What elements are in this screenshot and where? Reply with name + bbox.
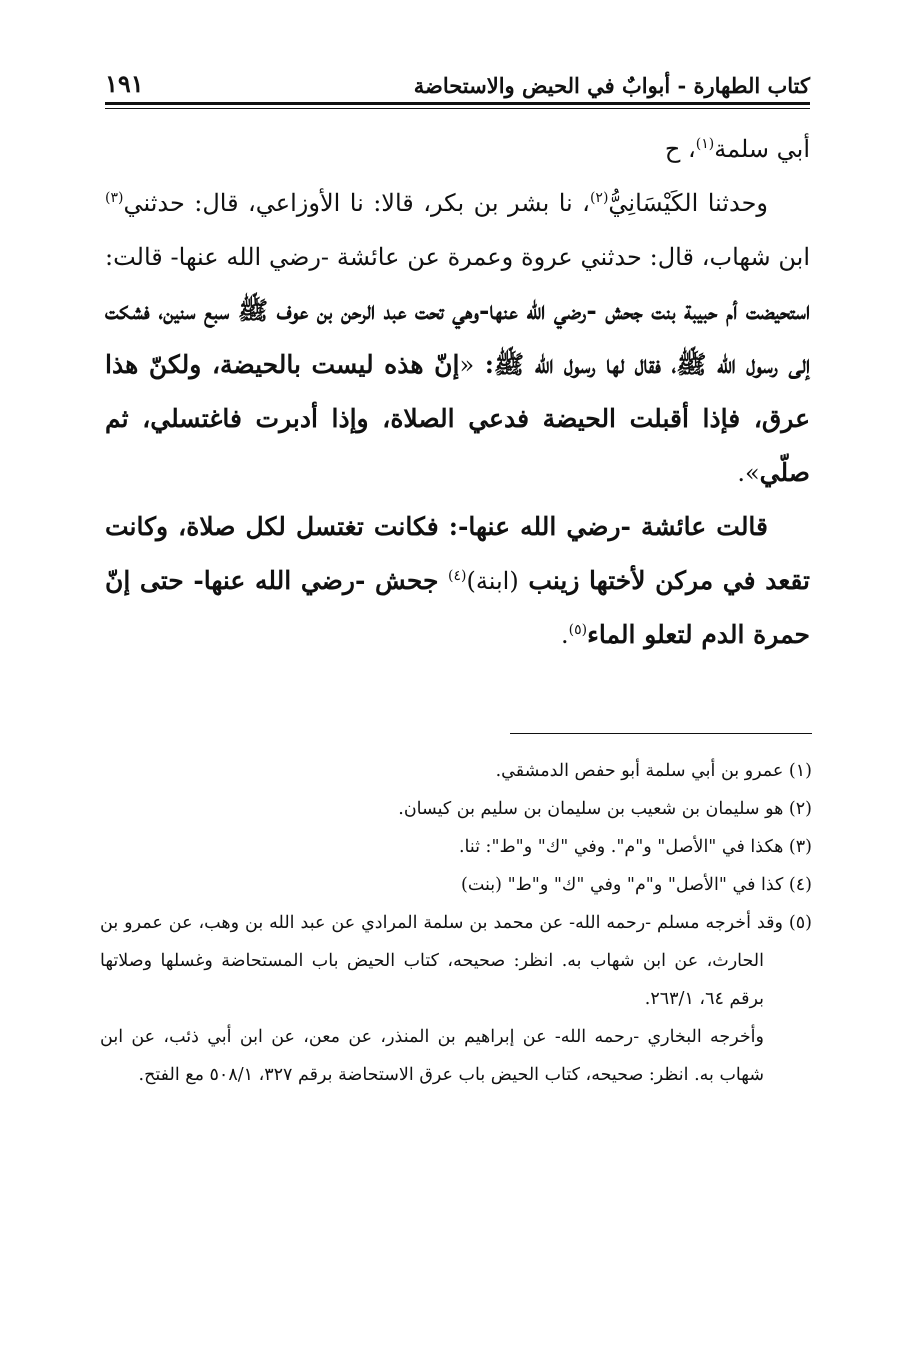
paragraph-3 [105,500,810,662]
footnote-ref-4: (٤) [448,568,467,584]
main-text [105,122,810,662]
footnote-5: (٥) وقد أخرجه مسلم -رحمه الله- عن محمد بن سلمة المرادي عن عبد الله بن وهب، عن عمرو بن الحارث، عن ابن شهاب به. انظر: صحيحه، كتاب الحيض باب المستحاضة وغسلها وصلاتها برقم ٦٤، ٢٦٣/١. [100,913,812,1009]
page-number: ١٩١ [105,69,144,98]
text-run: ، نا بشر بن بكر، قالا: نا الأوزاعي، قال: حدثني [123,189,590,217]
footnote-ref-5: (٥) [568,622,588,638]
footnote-separator [510,733,812,734]
footnote-3: (٣) هكذا في "الأصل" و"م". وفي "ك" و"ط": ثنا. [458,837,812,857]
text-run: . [561,621,569,649]
footnotes [100,752,812,1094]
text-run: أبي سلمة [714,135,810,163]
hadith-text: قالت عائشة -رضي الله عنها-: فكانت تغتسل لكل صلاة، وكانت تقعد في مركن لأختها زينب [105,512,811,595]
footnote-2: (٢) هو سليمان بن شعيب بن سليمان بن سليم بن كيسان. [398,799,812,819]
text-run: ابن شهاب، قال: حدثني عروة وعمرة عن عائشة -رضي الله عنها- قالت: [105,243,810,271]
footnote-ref-1: (١) [695,136,715,152]
quote-mark: « [459,351,475,379]
paragraph-1 [105,122,810,176]
footnote-ref-2: (٢) [589,190,609,206]
header-rule [105,102,810,105]
footnote-4: (٤) كذا في "الأصل" و"م" وفي "ك" و"ط" (بنت) [461,875,812,895]
hadith-text: جحش -رضي الله عنها- حتى إنّ حمرة الدم لتعلو الماء [105,566,810,649]
footnote-5-continued: وأخرجه البخاري -رحمه الله- عن إبراهيم بن المنذر، عن معن، عن ابن أبي ذئب، عن ابن شهاب به. انظر: صحيحه، كتاب الحيض باب عرق الاستحاضة برقم ٣٢٧، ٥٠٨/١ مع الفتح. [100,1027,764,1085]
footnote-1: (١) عمرو بن أبي سلمة أبو حفص الدمشقي. [495,761,812,781]
running-header [105,58,810,98]
text-run: ، ح [664,135,696,163]
paragraph-2 [105,176,810,500]
quote-mark: ». [737,459,760,487]
prophetic-saying: إنّ هذه ليست بالحيضة، ولكنّ هذا عرق، فإذا أقبلت الحيضة فدعي الصلاة، وإذا أدبرت فاغتسلي، ثم صلّي [105,350,810,487]
header-rule-thin [105,108,810,109]
hadith-text: استحيضت أم حبيبة بنت جحش -رضي الله عنها-وهي تحت عبد الرحن بن عوف ﷺ سبع سنين، فشكت إلى رسول الله ﷺ، فقال لها رسول الله ﷺ: [105,296,811,379]
variant-word: (ابنة) [466,567,519,595]
header-title: كتاب الطهارة - أبوابٌ في الحيض والاستحاضة [413,73,810,98]
text-run: وحدثنا الكَيْسَانِيُّ [608,189,768,217]
footnote-ref-3: (٣) [105,190,124,206]
